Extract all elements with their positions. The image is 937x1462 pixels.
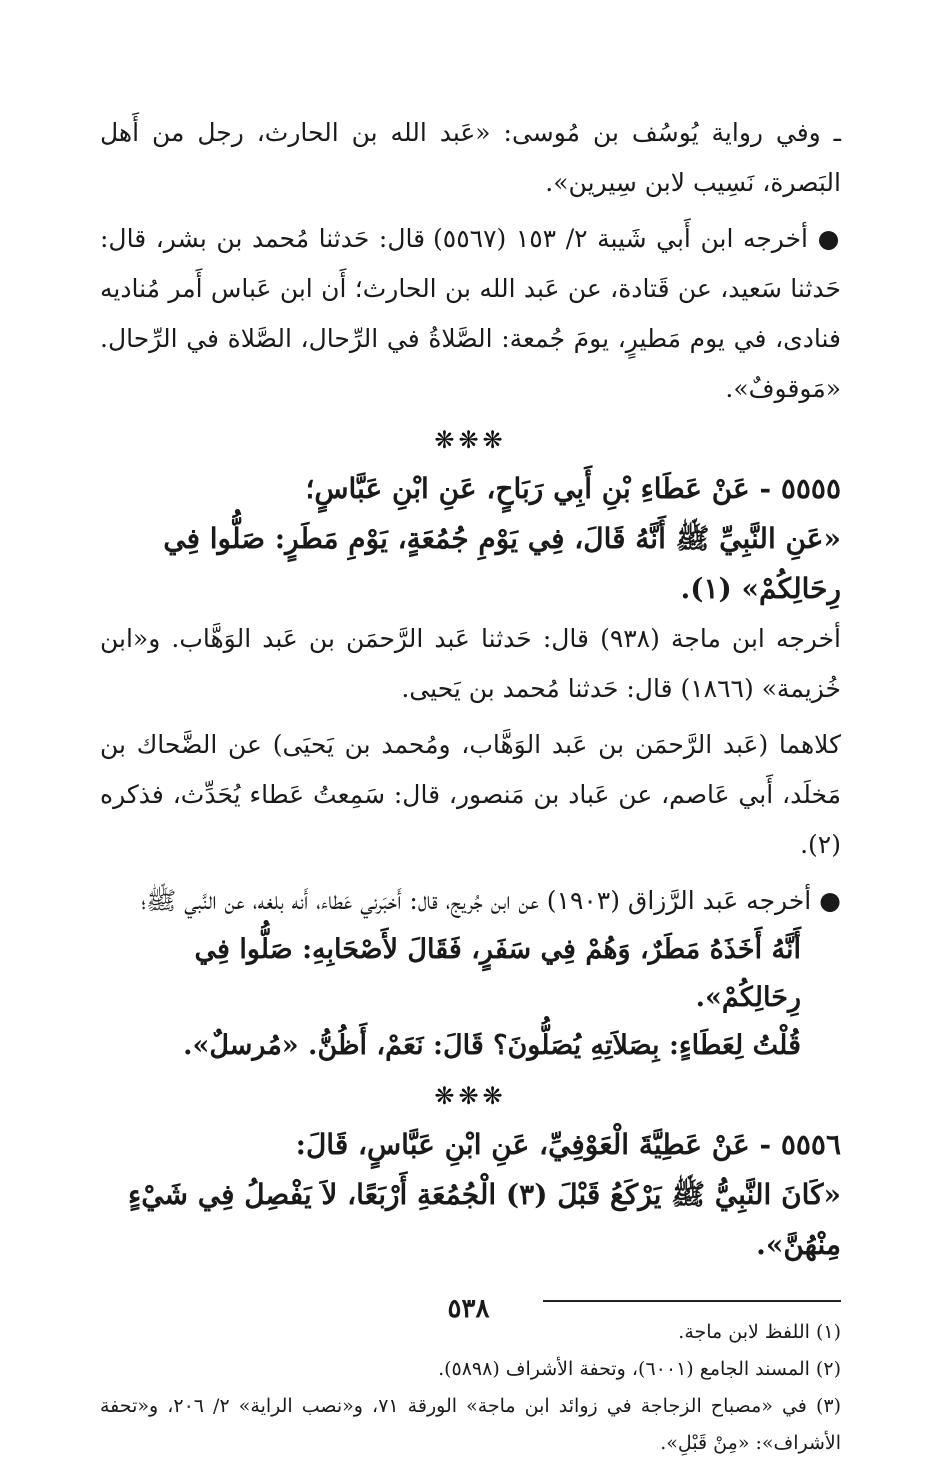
hadith-5555-text: «عَنِ النَّبِيِّ ﷺ أَنَّهُ قَالَ، فِي يَوْمِ جُمُعَةٍ، يَوْمِ مَطَرٍ: صَلُّوا فِي رِحَالِكُمْ» (١). [163,522,841,605]
matn-line-2: قُلْتُ لِعَطَاءٍ: بِصَلاَتِهِ يُصَلُّونَ؟ قَالَ: نَعَمْ، أَظُنُّ. «مُرسلٌ». [183,1030,801,1061]
hadith-5555-heading: ٥٥٥٥ - عَنْ عَطَاءِ بْنِ أَبِي رَبَاحٍ، عَنِ ابْنِ عَبَّاسٍ؛ [305,472,841,505]
isnad-note: كلاهما (عَبد الرَّحمَن بن عَبد الوَهَّاب، ومُحمد بن يَحيَى) عن الضَّحاك بن مَخلَد، أَبي عَاصم، عن عَباد بن مَنصور، قال: سَمِعتُ عَطاء يُحَدِّث، فذكره (٢). [100,730,841,859]
section-separator: ❋❋❋ [434,426,507,454]
footnote-1: (١) اللفظ لابن ماجة. [678,1321,841,1343]
hadith-5556-text: «كَانَ النَّبِيُّ ﷺ يَرْكَعُ قَبْلَ (٣) الْجُمُعَةِ أَرْبَعًا، لاَ يَفْصِلُ فِي شَيْءٍ مِنْهُنَّ». [128,1178,841,1261]
takhrij-ibn-abi-shaybah: ● أخرجه ابن أَبي شَيبة ٢/ ١٥٣ (٥٥٦٧) قال: حَدثنا مُحمد بن بشر، قال: حَدثنا سَعيد، عن قَتادة، عن عَبد الله بن الحارث؛ أَن ابن عَباس أَمر مُناديه فنادى، في يوم مَطيرٍ، يومَ جُمعة: الصَّلاةُ في الرِّحال، الصَّلاة في الرِّحال. «مَوقوفٌ». [100,224,842,403]
takhrij-ibn-majah: أخرجه ابن ماجة (٩٣٨) قال: حَدثنا عَبد الرَّحمَن بن عَبد الوَهَّاب. و«ابن خُزيمة» (١٨٦٦) قال: حَدثنا مُحمد بن يَحيى. [100,624,841,703]
section-separator: ❋❋❋ [434,1082,507,1110]
matn-line-1: أَنَّهُ أَخَذَهُ مَطَرٌ، وَهُمْ فِي سَفَرٍ، فَقَالَ لأَصْحَابِهِ: صَلُّوا فِي رِحَالِكُمْ». [194,934,801,1013]
footnote-2: (٢) المسند الجامع (٦٠٠١)، وتحفة الأشراف (٥٨٩٨). [438,1358,841,1380]
hadith-5556-heading: ٥٥٥٦ - عَنْ عَطِيَّةَ الْعَوْفِيِّ، عَنِ ابْنِ عَبَّاسٍ، قَالَ: [295,1128,841,1161]
takhrij-abd-al-razzaq: ● أخرجه عَبد الرَّزاق (١٩٠٣) عن ابن جُريج، قال: أَخبَرني عَطاء، أَنه بلغه، عن النَّبي ﷺ؛ [141,886,841,915]
narration-note: ـ وفي رواية يُوسُف بن مُوسى: «عَبد الله بن الحارث، رجل من أَهل البَصرة، نَسِيب لابن سِيرين». [100,118,841,197]
page-number: ٥٣٨ [447,1294,490,1324]
footnote-3: (٣) في «مصباح الزجاجة في زوائد ابن ماجة» الورقة ٧١، و«نصب الراية» ٢/ ٢٠٦، و«تحفة الأشراف»: «مِنْ قَبْلِ». [100,1395,841,1454]
